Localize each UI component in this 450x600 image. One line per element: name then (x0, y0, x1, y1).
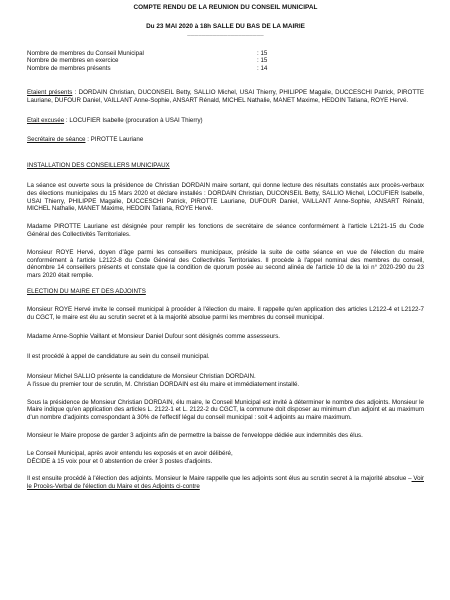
decision-paragraph: DÉCIDE à 15 voix pour et 0 abstention de créer 3 postes d'adjoints. (27, 457, 213, 465)
present-members (27, 89, 424, 105)
secretary-text: : PIROTTE Lauriane (85, 136, 144, 144)
secretary-label: Secrétaire de séance (27, 136, 86, 144)
meeting-date: Du 23 MAI 2020 à 18h SALLE DU BAS DE LA MAIRIE (146, 22, 305, 30)
count-value: : 14 (257, 65, 268, 73)
council-deliberation-paragraph: Le Conseil Municipal, après avoir entendu les exposés et en avoir délibéré, (27, 449, 233, 457)
document-title: COMPTE RENDU DE LA REUNION DU CONSEIL MUNICIPAL (133, 4, 318, 11)
count-label: Nombre de membres en exercice (27, 57, 119, 65)
mayor-elected-paragraph: A l'issue du premier tour de scrutin, M. Christian DORDAIN est élu maire et immédiatement installé. (27, 380, 300, 388)
candidacy-paragraph: Monsieur Michel SALLIO présente la candidature de Monsieur Christian DORDAIN. (27, 372, 256, 380)
session-secretary (27, 136, 424, 144)
count-row (27, 50, 424, 58)
secretary-paragraph: Madame PIROTTE Lauriane est désignée pour remplir les fonctions de secrétaire de séance conformément à l'article L2121-15 du Code Général des Collectivités Territoriales. (27, 223, 424, 238)
member-counts (27, 50, 424, 73)
count-label: Nombre de membres du Conseil Municipal (27, 49, 144, 57)
section-heading-installation: INSTALLATION DES CONSEILLERS MUNICIPAUX (27, 162, 170, 170)
title-separator: _____________________ (187, 29, 264, 37)
excused-text: : LOCUFIER Isabelle (procuration à USAI Thierry) (64, 116, 203, 124)
count-row (27, 57, 424, 65)
adjoints-election-text: Il est ensuite procédé à l'élection des adjoints. Monsieur le Maire rappelle que les adjoints sont élus au scrutin secret à la majorité absolue – (27, 475, 412, 483)
excused-member (27, 117, 424, 125)
adjoints-proposal-paragraph: Monsieur le Maire propose de garder 3 adjoints afin de permettre la baisse de l'enveloppe dédiée aux indemnités des élus. (27, 431, 363, 439)
present-list: : DORDAIN Christian, DUCONSEIL Betty, SALLIO Michel, USAI Thierry, PHILIPPE Magalie, DUCCESCHI Patrick, PIROTTE Lauriane, DUFOUR Daniel, VAILLANT Anne-Sophie, ANSART Rénald, MICHEL Nathalie, MANET Maxime, HEDOIN Tatiana, ROYE Hervé. (27, 88, 425, 104)
candidacy-call-paragraph: Il est procédé à appel de candidature au sein du conseil municipal. (27, 353, 210, 361)
count-value: : 15 (257, 49, 268, 57)
section-heading-election: ELECTION DU MAIRE ET DES ADJOINTS (27, 287, 146, 295)
present-label: Etaient présents (27, 88, 73, 96)
excused-label: Etait excusée (27, 116, 65, 124)
adjoints-election-paragraph (27, 475, 424, 491)
count-label: Nombre de membres présents (27, 65, 111, 73)
doyen-paragraph: Monsieur ROYE Hervé, doyen d'âge parmi les conseillers municipaux, préside la suite de cette séance en vue de l'élection du maire conformément à l'article L2122-8 du Code Général des Collectivités Territoriales. Il procède à l'appel nominal des membres du conseil, dénombre 14 conseillers présents et constate que la condition de quorum posée au second alinéa de l'article 10 de la loi n° 2020-290 du 23 mars 2020 était remplie. (27, 248, 424, 280)
assessors-paragraph: Madame Anne-Sophie Vaillant et Monsieur Daniel Dufour sont désignés comme assesseurs. (27, 333, 281, 341)
count-value: : 15 (257, 57, 268, 65)
election-intro-paragraph: Monsieur ROYE Hervé invite le conseil municipal à procéder à l'élection du maire. Il rappelle qu'en application des articles L2122-4 et L2122-7 du CGCT, le maire est élu au scrutin secret et à la majorité absolue parmi les membres du conseil municipal. (27, 305, 424, 321)
adjoints-number-paragraph: Sous la présidence de Monsieur Christian DORDAIN, élu maire, le Conseil Municipal est invité à déterminer le nombre des adjoints. Monsieur le Maire indique qu'en application des articles L. 2122-1 et L. 2122-2 du CGCT, la commune doit disposer au minimum d'un adjoint et au maximum d'un nombre d'adjoints correspondant à 30% de l'effectif légal du conseil municipal : soit 4 adjoints au maire maximum. (27, 398, 424, 422)
installation-paragraph: La séance est ouverte sous la présidence de Christian DORDAIN maire sortant, qui donne lecture des résultats constatés aux procès-verbaux des élections municipales du 15 Mars 2020 et déclare installés : DORDAIN Christian, DUCONSEIL Betty, SALLIO Michel, LOCUFIER Isabelle, USAI Thierry, PHILIPPE Magalie, DUCCESCHI Patrick, PIROTTE Lauriane, DUFOUR Daniel, VAILLANT Anne-Sophie, ANSART Rénald, MICHEL Nathalie, MANET Maxime, HEDOIN Tatiana, ROYE Hervé. (27, 181, 424, 213)
minutes-reference-link[interactable]: Voir le Procès-Verbal de l'élection du Maire et des Adjoints ci-contre (27, 475, 424, 491)
count-row (27, 65, 424, 73)
